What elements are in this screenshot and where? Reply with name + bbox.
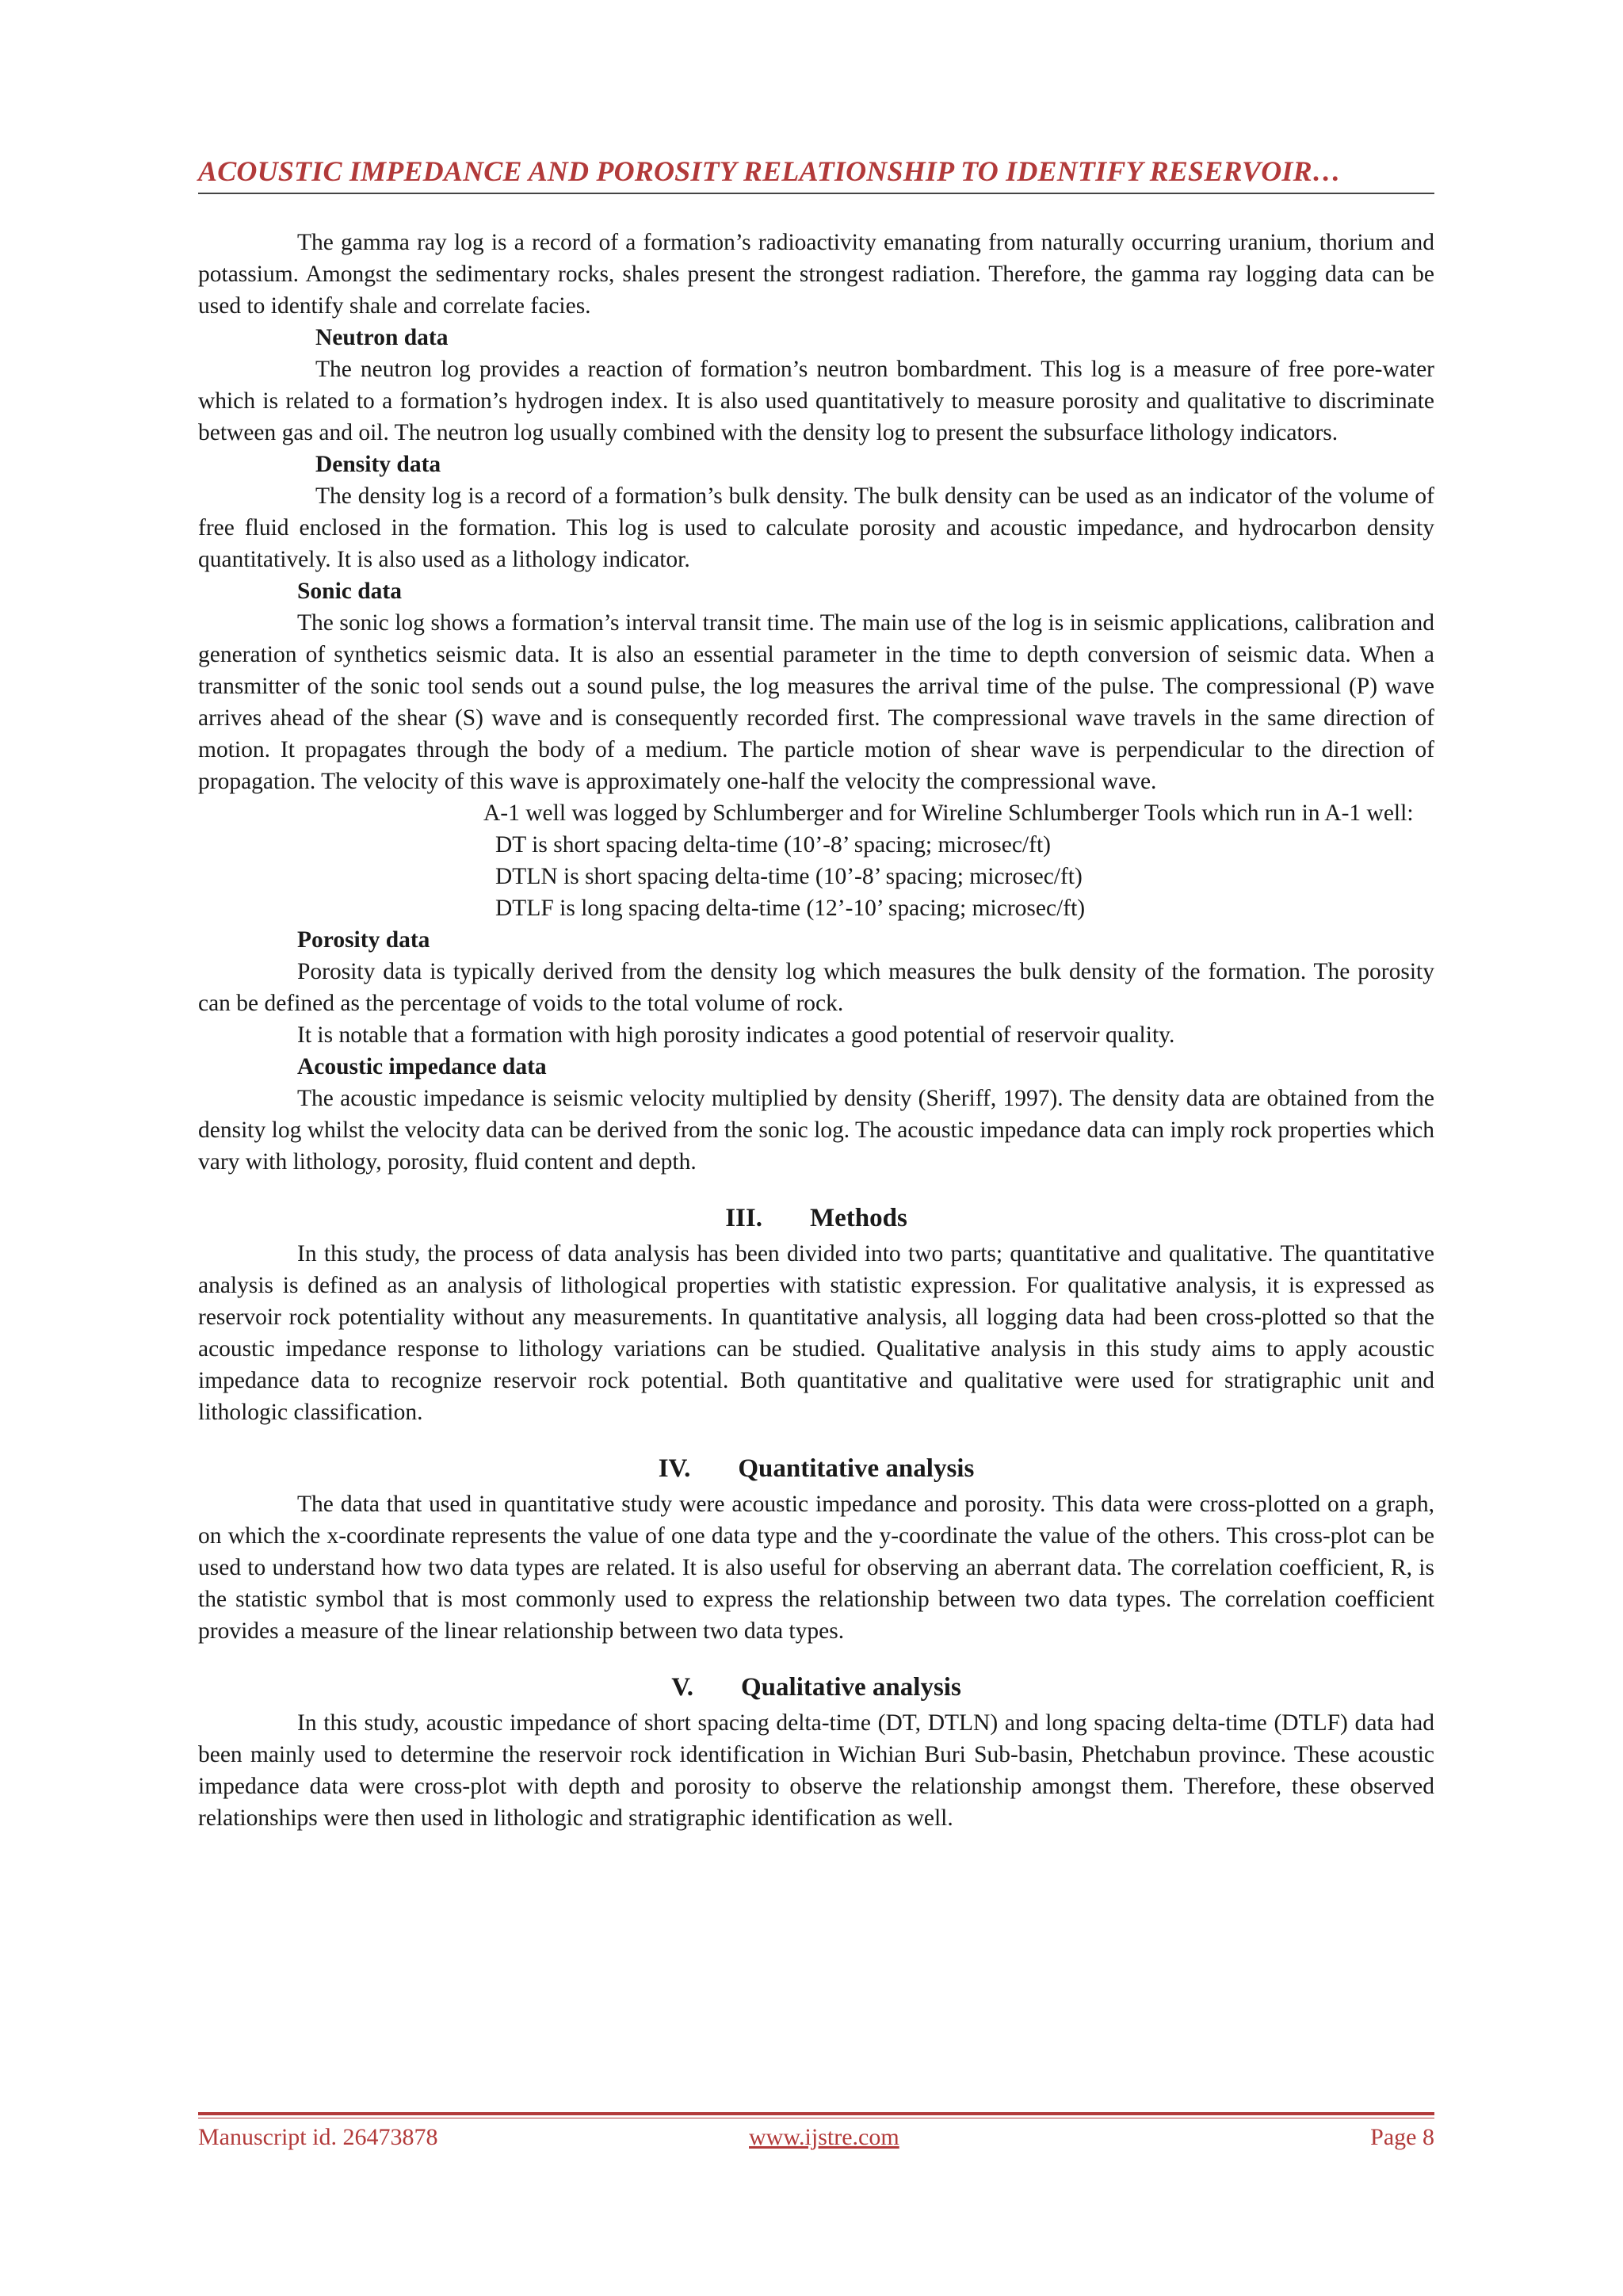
manuscript-id: Manuscript id. 26473878: [198, 2124, 438, 2150]
porosity-paragraph: Porosity data is typically derived from the density log which measures the bulk density of the formation. The porosity can be defined as the percentage of voids to the total volume of rock.: [198, 959, 1434, 1016]
density-heading: Density data: [315, 452, 441, 477]
neutron-heading: Neutron data: [315, 325, 449, 350]
header-rule: [198, 193, 1434, 194]
acoustic-heading: Acoustic impedance data: [297, 1054, 547, 1079]
sonic-tool-item: DTLN is short spacing delta-time (10’-8’ spacing; microsec/ft): [495, 864, 1083, 889]
acoustic-paragraph: The acoustic impedance is seismic velocity multiplied by density (Sheriff, 1997). The density data are obtained from the density log whilst the velocity data can be derived from the sonic log. The acoustic impedance data can imply rock properties which vary with lithology, porosity, fluid content and depth.: [198, 1086, 1434, 1175]
section-title: Quantitative analysis: [738, 1454, 975, 1483]
article-body: [198, 227, 1434, 1834]
section-number: V.: [671, 1673, 694, 1702]
intro-paragraph: The gamma ray log is a record of a formation’s radioactivity emanating from naturally occurring uranium, thorium and potassium. Amongst the sedimentary rocks, shales present the strongest radiation. Therefore, the gamma ray logging data can be used to identify shale and correlate facies.: [198, 230, 1434, 319]
density-paragraph: The density log is a record of a formation’s bulk density. The bulk density can be used as an indicator of the volume of free fluid enclosed in the formation. This log is used to calculate porosity and acoustic impedance, and hydrocarbon density quantitatively. It is also used as a lithology indicator.: [198, 483, 1434, 572]
section-heading-qualitative: [198, 1671, 1434, 1704]
sonic-tool-item: DTLF is long spacing delta-time (12’-10’ spacing; microsec/ft): [495, 896, 1086, 921]
sonic-tools-intro: A-1 well was logged by Schlumberger and for Wireline Schlumberger Tools which run in A-1 well:: [483, 800, 1414, 826]
methods-paragraph: In this study, the process of data analysis has been divided into two parts; quantitative and qualitative. The quantitative analysis is defined as an analysis of lithological properties with statistic expression. For qualitative analysis, it is expressed as reservoir rock potentiality without any measurements. In quantitative analysis, all logging data had been cross-plotted so that the acoustic impedance response to lithology variations can be studied. Qualitative analysis in this study aims to apply acoustic impedance data to recognize reservoir rock potential. Both quantitative and qualitative were used for stratigraphic unit and lithologic classification.: [198, 1241, 1434, 1425]
footer-rule: [198, 2112, 1434, 2115]
section-heading-quantitative: [198, 1452, 1434, 1485]
section-number: IV.: [658, 1454, 691, 1483]
quantitative-paragraph: The data that used in quantitative study were acoustic impedance and porosity. This data were cross-plotted on a graph, on which the x-coordinate represents the value of one data type and the y-coordinate the value of the others. This cross-plot can be used to understand how two data types are related. It is also useful for observing an aberrant data. The correlation coefficient, R, is the statistic symbol that is most commonly used to express the relationship between two data types. The correlation coefficient provides a measure of the linear relationship between two data types.: [198, 1492, 1434, 1644]
journal-website-link[interactable]: www.ijstre.com: [749, 2124, 899, 2150]
sonic-tool-item: DT is short spacing delta-time (10’-8’ spacing; microsec/ft): [495, 832, 1051, 858]
porosity-note: It is notable that a formation with high porosity indicates a good potential of reservoir quality.: [297, 1022, 1175, 1048]
qualitative-paragraph: In this study, acoustic impedance of short spacing delta-time (DT, DTLN) and long spacing delta-time (DTLF) data had been mainly used to determine the reservoir rock identification in Wichian Buri Sub-basin, Phetchabun province. These acoustic impedance data were cross-plot with depth and porosity to observe the relationship amongst them. Therefore, these observed relationships were then used in lithologic and stratigraphic identification as well.: [198, 1710, 1434, 1831]
porosity-heading: Porosity data: [297, 927, 430, 953]
sonic-paragraph: The sonic log shows a formation’s interval transit time. The main use of the log is in seismic applications, calibration and generation of synthetics seismic data. It is also an essential parameter in the time to depth conversion of seismic data. When a transmitter of the sonic tool sends out a sound pulse, the log measures the arrival time of the pulse. The compressional (P) wave arrives ahead of the shear (S) wave and is consequently recorded first. The compressional wave travels in the same direction of motion. It propagates through the body of a medium. The particle motion of shear wave is perpendicular to the direction of propagation. The velocity of this wave is approximately one-half the velocity the compressional wave.: [198, 610, 1434, 794]
section-number: III.: [725, 1204, 762, 1232]
running-header: ACOUSTIC IMPEDANCE AND POROSITY RELATIONSHIP TO IDENTIFY RESERVOIR…: [198, 155, 1342, 187]
sonic-heading: Sonic data: [297, 579, 402, 604]
page-number: Page 8: [1370, 2124, 1434, 2150]
section-heading-methods: [198, 1201, 1434, 1235]
page: [198, 0, 1434, 2296]
section-title: Qualitative analysis: [741, 1673, 961, 1702]
page-footer: [198, 2124, 1434, 2156]
neutron-paragraph: The neutron log provides a reaction of formation’s neutron bombardment. This log is a measure of free pore-water which is related to a formation’s hydrogen index. It is also used quantitatively to measure porosity and qualitative to discriminate between gas and oil. The neutron log usually combined with the density log to present the subsurface lithology indicators.: [198, 357, 1434, 445]
section-title: Methods: [809, 1204, 907, 1232]
